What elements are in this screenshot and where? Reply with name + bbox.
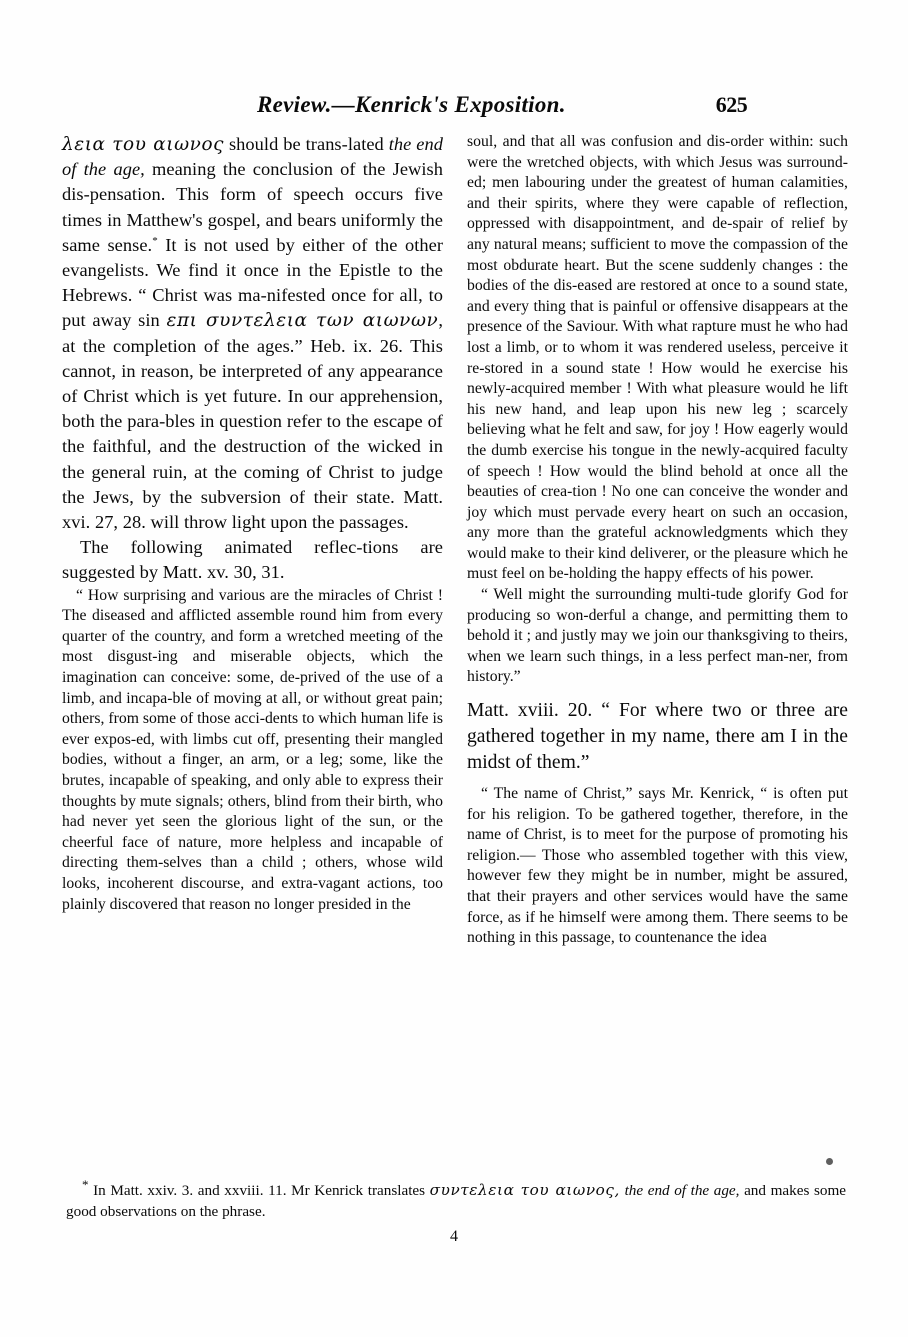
footnote-greek-phrase: συντελεια του αιωνος, <box>429 1181 620 1199</box>
scripture-text: Matt. xviii. 20. “ For where two or three are gathered together in my name, there am I in the midst of them.” <box>467 700 848 774</box>
scan-speck <box>826 1158 833 1165</box>
right-quote2-text: “ Well might the surrounding multi-tude glorify God for producing so won-derful a change, and permitting them to behold it ; and justly may we join our thanksgiving to theirs, when we learn such things, in a less perfect man-ner, from history.” <box>467 586 848 686</box>
left-quote-text: “ How surprising and various are the miracles of Christ ! The diseased and afflicted assemble round him from every quarter of the country, and form a wretched meeting of the most disgust-ing and miserable objects, which the imagination can conceive: some, de-prived of the use of a limb, and incapa-ble of moving at all, or without great pain; others, from some of those acci-dents to which human life is ever expos-ed, with limbs cut off, presenting their mangled bodies, without a finger, an arm, or a leg; some, like the brutes, incapable of speaking, and only able to express their thoughts by mute signals; others, blind from their birth, who had never yet seen the glorious light of the sun, or the cheerful face of nature, more helpless and incapable of directing them-selves than a child ; others, whose wild looks, incoherent discourse, and extra-vagant actions, too plainly discovered that reason no longer presided in the <box>62 586 443 913</box>
right-quoted-extract-2 <box>467 585 848 688</box>
left-para1-text-b: meaning the conclusion of the Jewish dis-pensation. This form of speech occurs five times in Matthew's gospel, and bears uniformly the same sense. <box>62 159 443 255</box>
left-paragraph-1 <box>62 132 443 535</box>
left-column <box>62 132 443 949</box>
footnote <box>66 1176 847 1222</box>
left-quoted-extract <box>62 586 443 916</box>
right-quote1-text: soul, and that all was confusion and dis-order within: such were the wretched objects, with which Jesus was surround-ed; men labouring under the greatest of human calamities, and their spirits, where they were capable of reflection, oppressed with disappointment, and de-spair of relief by any natural means; sufficient to move the compassion of the most obdurate heart. But the scene suddenly changes : the bodies of the dis-eased are restored at once to a sound state, and every thing that is painful or offensive disappears at the presence of the Saviour. With what rapture must he who had lost a limb, or to whom it was rendered useless, perceive it re-stored in a sound state ! How would he exercise his newly-acquired member ! With what pleasure would he lift his new hand, and leap upon his new leg ; scarcely believing what he felt and saw, for joy ! How eagerly would the dumb exercise his tongue in the newly-acquired faculty of speech ! How would the blind behold at once all the beauties of crea-tion ! No one can conceive the wonder and joy which must pervade every heart on such an occasion, any more than the grateful acknowledgments which they would make to their kind deliverer, or the pleasure which he must feel on be-holding the happy effects of his power. <box>467 133 848 583</box>
footnote-text-b: and makes some good observations on the phrase. <box>66 1182 847 1220</box>
right-column <box>467 132 848 949</box>
right-quoted-extract-3 <box>467 784 848 949</box>
body-columns <box>62 132 848 949</box>
footnote-asterisk: * <box>82 1176 89 1192</box>
left-para2-text: The following animated reflec-tions are suggested by Matt. xv. 30, 31. <box>62 537 443 583</box>
scripture-citation <box>467 698 848 776</box>
footnote-reference-marker: * <box>152 234 158 247</box>
left-para1-text-d: , at the completion of the ages.” Heb. ix. 26. This cannot, in reason, be interpreted of any appearance of Christ which is yet future. In our apprehension, both the para-bles in question refer to the escape of the faithful, and the destruction of the wicked in the general ruin, at the coming of Christ to judge the Jews, by the subversion of their state. Matt. xvi. 27, 28. will throw light upon the passages. <box>62 310 443 533</box>
greek-phrase-aionos: λεια του αιωνος <box>62 134 225 155</box>
signature-mark: 4 <box>450 1228 458 1245</box>
footnote-italic-phrase: the end of the age, <box>624 1182 740 1199</box>
italic-end-of-the-age: the end of the age, <box>62 134 444 180</box>
right-quoted-extract-continued <box>467 132 848 585</box>
right-quote3-text: “ The name of Christ,” says Mr. Kenrick, “ is often put for his religion. To be gathered together, therefore, in the name of Christ, is to meet for the purpose of promoting his religion.— Those who assembled together with this view, however few they might be in number, might be assured, that their prayers and other services would have the same force, as if he himself were among them. There seems to be nothing in this passage, to countenance the idea <box>467 785 848 947</box>
left-para1-text-c: It is not used by either of the other evangelists. We find it once in the Epistle to the Hebrews. “ Christ was ma-nifested once for all, to put away sin <box>62 234 443 331</box>
footnote-text-a: In Matt. xxiv. 3. and xxviii. 11. Mr Kenrick translates <box>88 1182 430 1199</box>
page-number: 625 <box>715 92 748 117</box>
left-paragraph-2 <box>62 535 443 585</box>
greek-phrase-sunteleia: επι συντελεια των αιωνων <box>166 310 439 332</box>
running-head <box>62 92 846 126</box>
left-para1-text-a: should be trans-lated <box>224 134 389 154</box>
page-title: Review.—Kenrick's Exposition. <box>257 92 566 117</box>
